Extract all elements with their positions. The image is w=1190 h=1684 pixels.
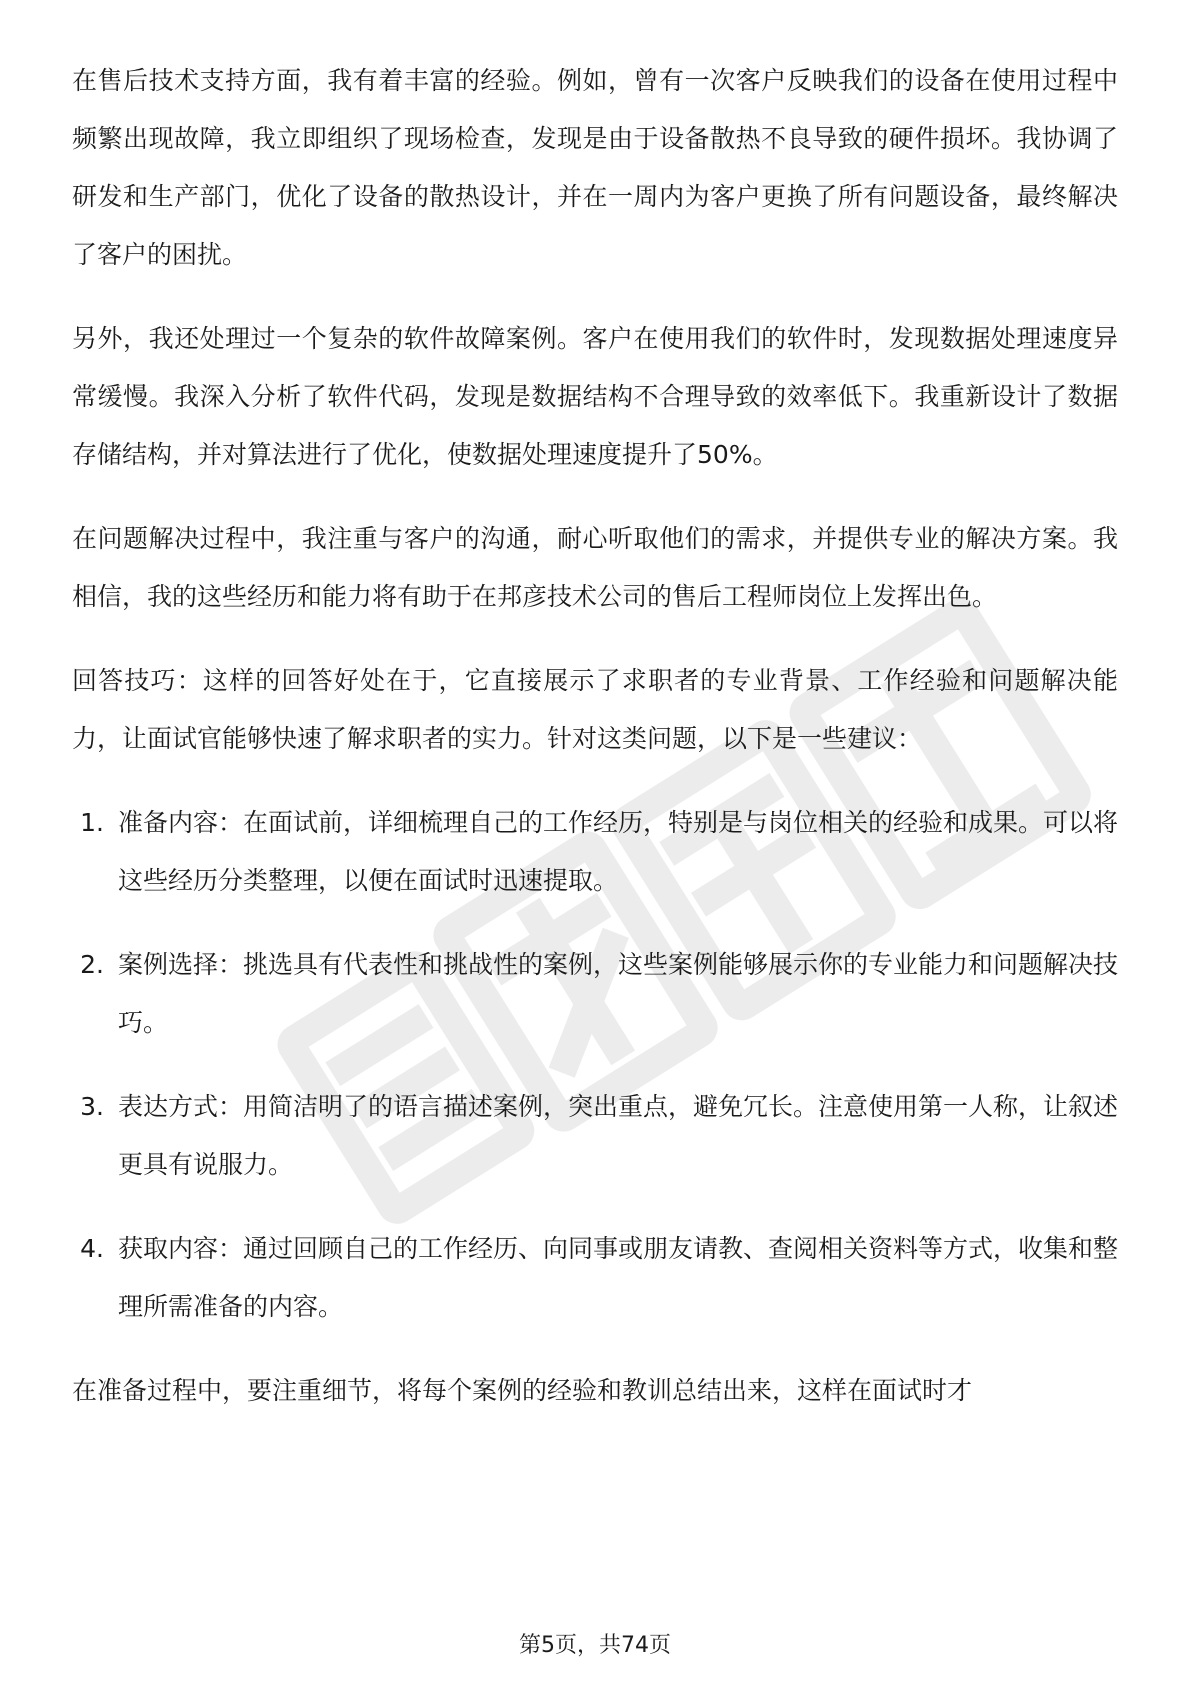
list-item-text: 准备内容：在面试前，详细梳理自己的工作经历，特别是与岗位相关的经验和成果。可以将这些经历分类整理，以便在面试时迅速提取。: [118, 808, 1119, 895]
list-item-text: 案例选择：挑选具有代表性和挑战性的案例，这些案例能够展示你的专业能力和问题解决技巧。: [118, 950, 1119, 1037]
list-item-number: 1.: [80, 808, 104, 837]
page-number-footer: 第5页，共74页: [519, 1633, 671, 1658]
list-item: [72, 1078, 1118, 1194]
paragraph-answer-tips: 回答技巧：这样的回答好处在于，它直接展示了求职者的专业背景、工作经验和问题解决能力，让面试官能够快速了解求职者的实力。针对这类问题，以下是一些建议：: [72, 666, 1118, 753]
list-item-number: 3.: [80, 1092, 104, 1121]
paragraph-preparation: 在准备过程中，要注重细节，将每个案例的经验和教训总结出来，这样在面试时才: [72, 1376, 973, 1405]
list-item: [72, 1220, 1118, 1336]
paragraph-communication: 在问题解决过程中，我注重与客户的沟通，耐心听取他们的需求，并提供专业的解决方案。我相信，我的这些经历和能力将有助于在邦彦技术公司的售后工程师岗位上发挥出色。: [72, 524, 1118, 611]
suggestion-list: [72, 794, 1118, 1336]
list-item: [72, 794, 1118, 910]
list-item-text: 获取内容：通过回顾自己的工作经历、向同事或朋友请教、查阅相关资料等方式，收集和整理所需准备的内容。: [118, 1234, 1119, 1321]
list-item: [72, 936, 1118, 1052]
paragraph-software-case: 另外，我还处理过一个复杂的软件故障案例。客户在使用我们的软件时，发现数据处理速度异常缓慢。我深入分析了软件代码，发现是数据结构不合理导致的效率低下。我重新设计了数据存储结构，并对算法进行了优化，使数据处理速度提升了50%。: [72, 324, 1118, 469]
document-page: [72, 52, 1118, 1446]
paragraph-after-sales-experience: 在售后技术支持方面，我有着丰富的经验。例如，曾有一次客户反映我们的设备在使用过程中频繁出现故障，我立即组织了现场检查，发现是由于设备散热不良导致的硬件损坏。我协调了研发和生产部门，优化了设备的散热设计，并在一周内为客户更换了所有问题设备，最终解决了客户的困扰。: [72, 66, 1118, 269]
list-item-text: 表达方式：用简洁明了的语言描述案例，突出重点，避免冗长。注意使用第一人称，让叙述更具有说服力。: [118, 1092, 1119, 1179]
list-item-number: 2.: [80, 950, 104, 979]
list-item-number: 4.: [80, 1234, 104, 1263]
